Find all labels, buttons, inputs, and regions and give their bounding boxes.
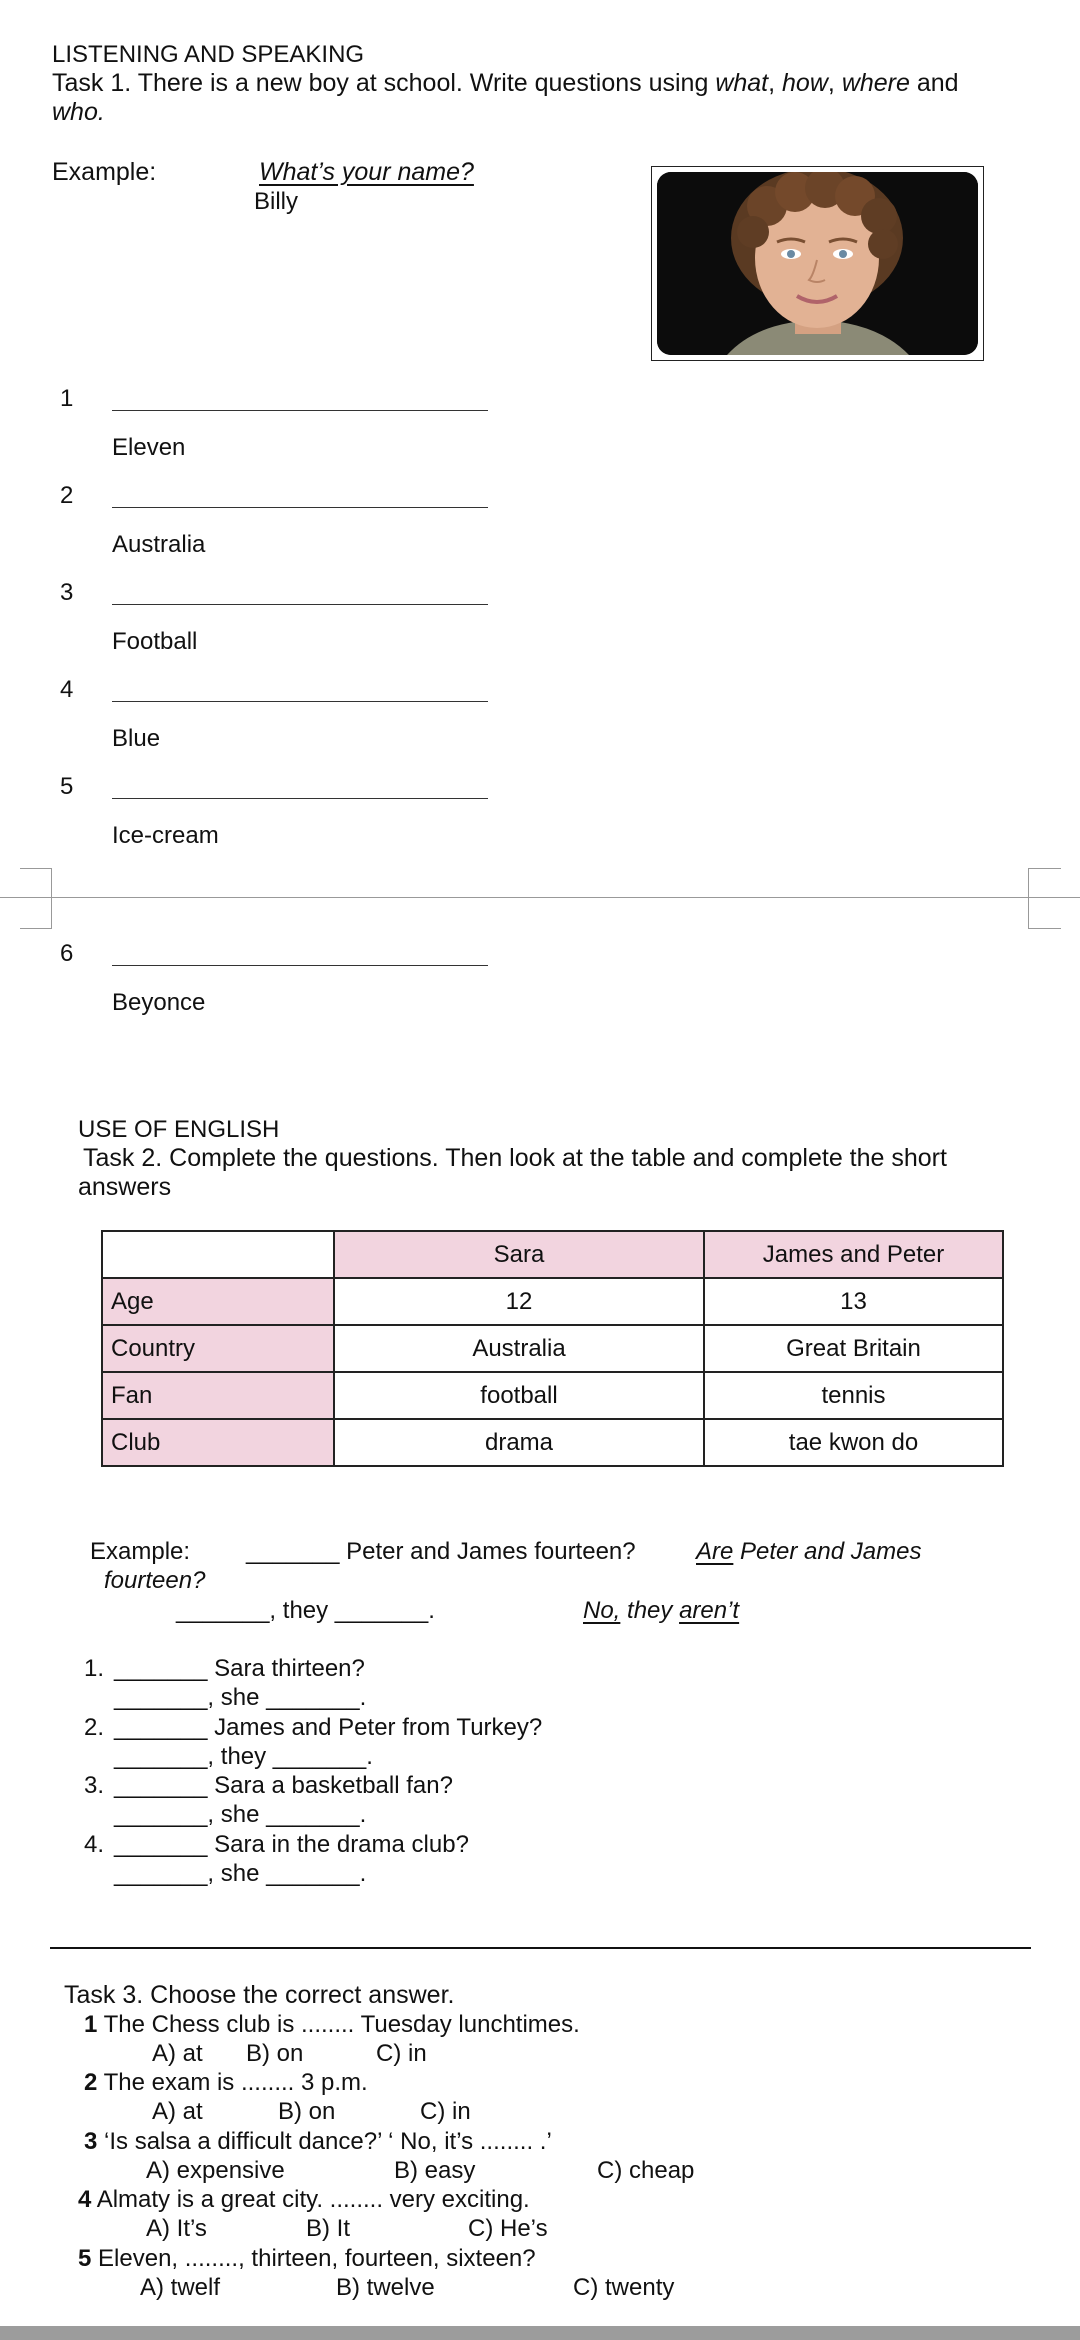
table-row-label: Age bbox=[102, 1278, 334, 1325]
mc-option-c[interactable] bbox=[376, 2039, 427, 2069]
task2-example-answer-cont: fourteen? bbox=[104, 1567, 206, 1594]
task1-word-who: who. bbox=[52, 98, 105, 126]
mc-question bbox=[84, 2010, 580, 2040]
item-number: 3 bbox=[60, 579, 74, 606]
mc-option-a[interactable] bbox=[146, 2214, 207, 2244]
task3-heading: Task 3. Choose the correct answer. bbox=[64, 1981, 455, 2009]
mc-option-letter: A) bbox=[146, 2157, 170, 2184]
question-text: _______ James and Peter from Turkey? bbox=[114, 1714, 543, 1741]
question-text: _______ Sara in the drama club? bbox=[114, 1831, 469, 1858]
mc-number: 4 bbox=[78, 2186, 92, 2213]
mc-option-text: on bbox=[302, 2098, 336, 2125]
mc-option-letter: B) bbox=[336, 2274, 360, 2301]
question-text: _______ Sara thirteen? bbox=[114, 1655, 365, 1682]
answer-line bbox=[112, 798, 488, 799]
mc-option-letter: A) bbox=[140, 2274, 164, 2301]
mc-option-text: at bbox=[176, 2098, 203, 2125]
question-number: 4. bbox=[84, 1831, 105, 1858]
item-answer: Eleven bbox=[112, 434, 186, 461]
mc-question bbox=[84, 2068, 368, 2098]
mc-option-letter: A) bbox=[146, 2215, 170, 2242]
mc-option-a[interactable] bbox=[140, 2273, 220, 2303]
task2-example-answer bbox=[696, 1537, 921, 1567]
task2-example-short-answer bbox=[583, 1596, 739, 1626]
question-answer-template: _______, she _______. bbox=[114, 1860, 367, 1887]
mc-question-text: Eleven, ........, thirteen, fourteen, sixteen? bbox=[91, 2245, 536, 2272]
mc-option-text: twenty bbox=[598, 2274, 675, 2301]
boy-face-icon bbox=[657, 172, 978, 355]
section-divider bbox=[50, 1947, 1031, 1949]
mc-option-text: twelf bbox=[164, 2274, 221, 2301]
mc-option-c[interactable] bbox=[468, 2214, 548, 2244]
mc-option-a[interactable] bbox=[146, 2156, 285, 2186]
table-row-label: Country bbox=[102, 1325, 334, 1372]
mc-option-c[interactable] bbox=[597, 2156, 694, 2186]
mc-option-letter: B) bbox=[306, 2215, 330, 2242]
task2-instructions-cont: answers bbox=[78, 1173, 172, 1201]
mc-option-a[interactable] bbox=[152, 2039, 203, 2069]
mc-option-c[interactable] bbox=[573, 2273, 674, 2303]
answer-line bbox=[112, 701, 488, 702]
mc-number: 3 bbox=[84, 2128, 98, 2155]
task1-instructions bbox=[52, 68, 959, 98]
question-number: 3. bbox=[84, 1772, 105, 1799]
mc-option-letter: B) bbox=[394, 2157, 418, 2184]
mc-option-letter: C) bbox=[420, 2098, 446, 2125]
task2-example-short-template: _______, they _______. bbox=[176, 1597, 435, 1624]
example-short-they: they bbox=[620, 1597, 680, 1624]
scrollbar-track[interactable] bbox=[0, 2326, 1080, 2340]
table-header-row bbox=[102, 1231, 1003, 1278]
section2-heading: USE OF ENGLISH bbox=[78, 1116, 280, 1143]
table-cell: 12 bbox=[334, 1278, 704, 1325]
table-row bbox=[102, 1325, 1003, 1372]
task1-word-what: what bbox=[715, 69, 769, 97]
table-cell: 13 bbox=[704, 1278, 1003, 1325]
mc-option-text: It bbox=[330, 2215, 351, 2242]
item-number: 4 bbox=[60, 676, 74, 703]
table-header-sara: Sara bbox=[334, 1231, 704, 1278]
mc-option-letter: A) bbox=[152, 2040, 176, 2067]
answer-line bbox=[112, 507, 488, 508]
task1-sep2: , bbox=[827, 69, 842, 97]
example-short-no: No, bbox=[583, 1597, 621, 1624]
question-answer-template: _______, they _______. bbox=[114, 1743, 373, 1770]
table-corner-cell bbox=[102, 1231, 334, 1278]
item-answer: Blue bbox=[112, 725, 161, 752]
table-cell: football bbox=[334, 1372, 704, 1419]
question-number: 2. bbox=[84, 1714, 105, 1741]
mc-question-text: The exam is ........ 3 p.m. bbox=[97, 2069, 368, 2096]
mc-option-b[interactable] bbox=[306, 2214, 350, 2244]
mc-option-a[interactable] bbox=[152, 2097, 203, 2127]
answer-line bbox=[112, 965, 488, 966]
task2-instructions: Task 2. Complete the questions. Then look at the table and complete the short bbox=[83, 1144, 947, 1172]
mc-question bbox=[78, 2244, 536, 2274]
task1-prefix: Task 1. There is a new boy at school. Write questions using bbox=[52, 69, 716, 97]
answer-line bbox=[112, 410, 488, 411]
task1-and: and bbox=[909, 69, 959, 97]
example-answer-are: Are bbox=[696, 1538, 734, 1565]
question-answer-template: _______, she _______. bbox=[114, 1801, 367, 1828]
table-cell: tennis bbox=[704, 1372, 1003, 1419]
table-cell: Great Britain bbox=[704, 1325, 1003, 1372]
mc-option-text: on bbox=[270, 2040, 304, 2067]
mc-option-text: expensive bbox=[170, 2157, 285, 2184]
mc-option-text: twelve bbox=[360, 2274, 435, 2301]
mc-option-letter: A) bbox=[152, 2098, 176, 2125]
mc-option-letter: C) bbox=[376, 2040, 402, 2067]
task2-example-question bbox=[246, 1537, 636, 1567]
question-answer-template: _______, she _______. bbox=[114, 1684, 367, 1711]
info-table bbox=[101, 1230, 1004, 1467]
mc-option-b[interactable] bbox=[336, 2273, 435, 2303]
mc-option-c[interactable] bbox=[420, 2097, 471, 2127]
table-row bbox=[102, 1278, 1003, 1325]
example-answer-rest: Peter and James bbox=[733, 1538, 922, 1565]
item-answer: Ice-cream bbox=[112, 822, 219, 849]
task1-word-how: how bbox=[782, 69, 828, 97]
mc-question-text: ‘Is salsa a difficult dance?’ ‘ No, it’s ........ .’ bbox=[97, 2128, 552, 2155]
mc-number: 5 bbox=[78, 2245, 92, 2272]
boy-portrait-photo bbox=[651, 166, 984, 361]
item-answer: Australia bbox=[112, 531, 206, 558]
table-header-james-peter: James and Peter bbox=[704, 1231, 1003, 1278]
table-row-label: Fan bbox=[102, 1372, 334, 1419]
mc-option-b[interactable] bbox=[246, 2039, 303, 2069]
example-short-arent: aren’t bbox=[679, 1597, 740, 1624]
question-text: _______ Sara a basketball fan? bbox=[114, 1772, 453, 1799]
table-cell: drama bbox=[334, 1419, 704, 1466]
mc-option-text: at bbox=[176, 2040, 203, 2067]
mc-number: 1 bbox=[84, 2011, 98, 2038]
item-number: 1 bbox=[60, 385, 74, 412]
answer-line bbox=[112, 604, 488, 605]
mc-option-letter: B) bbox=[278, 2098, 302, 2125]
mc-option-text: in bbox=[401, 2040, 427, 2067]
mc-question-text: The Chess club is ........ Tuesday lunchtimes. bbox=[97, 2011, 580, 2038]
mc-number: 2 bbox=[84, 2069, 98, 2096]
mc-question bbox=[78, 2185, 530, 2215]
mc-question-text: Almaty is a great city. ........ very exciting. bbox=[91, 2186, 530, 2213]
mc-option-text: It’s bbox=[170, 2215, 207, 2242]
table-cell: tae kwon do bbox=[704, 1419, 1003, 1466]
mc-option-letter: B) bbox=[246, 2040, 270, 2067]
table-row bbox=[102, 1419, 1003, 1466]
mc-option-b[interactable] bbox=[278, 2097, 335, 2127]
task2-example-label: Example: bbox=[90, 1538, 191, 1565]
section1-heading: LISTENING AND SPEAKING bbox=[52, 41, 365, 68]
mc-option-text: He’s bbox=[493, 2215, 548, 2242]
mc-option-letter: C) bbox=[468, 2215, 494, 2242]
item-number: 6 bbox=[60, 940, 74, 967]
mc-option-text: easy bbox=[418, 2157, 476, 2184]
item-number: 5 bbox=[60, 773, 74, 800]
mc-question bbox=[84, 2127, 552, 2157]
table-cell: Australia bbox=[334, 1325, 704, 1372]
table-row bbox=[102, 1372, 1003, 1419]
task1-sep1: , bbox=[768, 69, 783, 97]
example-answer: Billy bbox=[254, 188, 299, 215]
example-label: Example: bbox=[52, 158, 157, 186]
item-answer: Beyonce bbox=[112, 989, 206, 1016]
mc-option-letter: C) bbox=[573, 2274, 599, 2301]
item-answer: Football bbox=[112, 628, 198, 655]
item-number: 2 bbox=[60, 482, 74, 509]
task1-word-where: where bbox=[841, 69, 910, 97]
example-question-text: Peter and James fourteen? bbox=[339, 1538, 636, 1565]
table-row-label: Club bbox=[102, 1419, 334, 1466]
example-blank: _______ bbox=[246, 1538, 340, 1565]
mc-option-text: in bbox=[445, 2098, 471, 2125]
mc-option-letter: C) bbox=[597, 2157, 623, 2184]
example-question: What’s your name? bbox=[259, 158, 474, 186]
question-number: 1. bbox=[84, 1655, 105, 1682]
mc-option-text: cheap bbox=[622, 2157, 695, 2184]
mc-option-b[interactable] bbox=[394, 2156, 475, 2186]
